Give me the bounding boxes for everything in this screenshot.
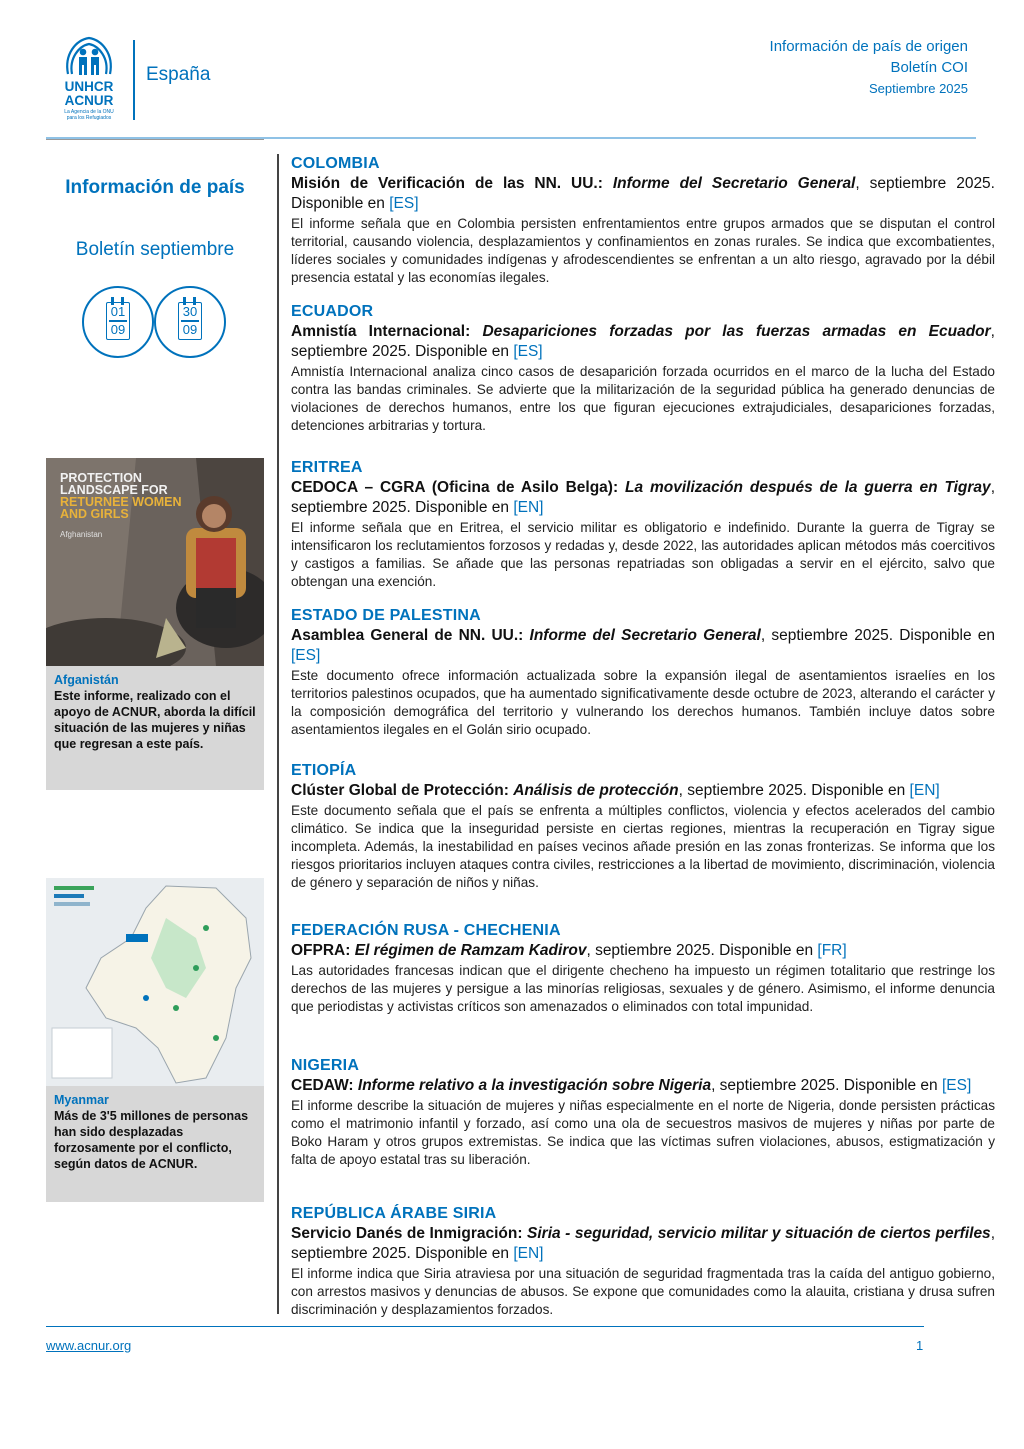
entry-org: CEDAW: xyxy=(291,1077,354,1094)
entry-org: Amnistía Internacional: xyxy=(291,323,471,340)
entry-date: , septiembre 2025. Disponible en xyxy=(711,1077,938,1094)
entry-org: CEDOCA – CGRA (Oficina de Asilo Belga): xyxy=(291,479,619,496)
logo-tagline: La Agencia de la ONU para los Refugiados xyxy=(64,109,114,121)
entry-source xyxy=(291,941,995,961)
entry-date: , septiembre 2025. Disponible en xyxy=(291,175,995,212)
cover-title-line-2: LANDSCAPE FOR xyxy=(60,483,168,497)
sidebar-subtitle: Boletín septiembre xyxy=(75,239,235,260)
entry-description: El informe señala que en Eritrea, el servicio militar es obligatorio e indefinido. Durante la guerra de Tigray se intensificaron los reclutamientos forzosos y redadas y, desde 2022, las autoridades aplican métodos más coercitivos y castigos a familias. Se añade que las personas repatriadas son obligadas a servir en el ejército, salvo que obtengan una exención. xyxy=(291,520,995,589)
page-number: 1 xyxy=(916,1338,924,1353)
unhcr-logo xyxy=(54,34,124,126)
entry-org: OFPRA: xyxy=(291,942,351,959)
calendar-end-icon xyxy=(154,286,226,358)
afghanistan-card-location: Afganistán xyxy=(54,673,119,687)
entry-country: ESTADO DE PALESTINA xyxy=(291,607,481,624)
entry-language-link[interactable]: [FR] xyxy=(817,942,847,959)
entry-eritrea xyxy=(291,458,995,591)
afghanistan-report-cover-image[interactable] xyxy=(46,458,264,666)
myanmar-map-card[interactable] xyxy=(46,878,264,1202)
logo-text-acnur: ACNUR xyxy=(64,93,114,108)
entry-title: El régimen de Ramzam Kadirov xyxy=(354,942,587,959)
calendar-start-day: 01 xyxy=(110,304,126,319)
header-bulletin-info xyxy=(770,36,968,99)
entry-date: , septiembre 2025. Disponible en xyxy=(291,1225,995,1262)
entry-description: Este documento ofrece información actualizada sobre la expansión ilegal de asentamientos israelíes en los territorios palestinos ocupados, que ha aumentado significativamente desde octubre de 2023, alterando el carácter y la composición demográfica del territorio y vulnerando los derechos humanos. También incluye datos sobre asentamientos ilegales en el Golán sirio ocupado. xyxy=(291,668,995,737)
entry-title: Desapariciones forzadas por las fuerzas armadas en Ecuador xyxy=(482,323,991,340)
entry-language-link[interactable]: [EN] xyxy=(909,782,940,799)
entry-description: El informe describe la situación de mujeres y niñas especialmente en el norte de Nigeria, donde persisten prácticas como el matrimonio infantil y forzado, así como una ola de secuestros masivos de mujeres y niñas por parte de Boko Haram y otros grupos extremistas. Se indica que las víctimas sufren violaciones, abusos, estigmatización y falta de apoyo estatal tras su liberación. xyxy=(291,1098,995,1167)
entry-description: Amnistía Internacional analiza cinco casos de desaparición forzada ocurridos en el marco de la lucha del Estado contra las bandas criminales. Se advierte que la militarización de la seguridad pública ha generado denuncias de violaciones de derechos humanos, entre los que figuran ejecuciones extrajudiciales, desapariciones forzadas, detenciones arbitrarias y tortura. xyxy=(291,364,995,433)
entry-country: ETIOPÍA xyxy=(291,762,357,779)
myanmar-card-text: Más de 3'5 millones de personas han sido desplazadas forzosamente por el conflicto, según datos de ACNUR. xyxy=(54,1109,249,1171)
footer-website-link[interactable]: www.acnur.org xyxy=(46,1338,132,1353)
cover-title-line-4: AND GIRLS xyxy=(60,507,129,521)
entry-description: El informe indica que Siria atraviesa por una situación de seguridad fragmentada tras la caída del antiguo gobierno, con arrestos masivos y denuncias de abusos. Se expone que comunidades como la alauita, cristiana y drusa sufren discriminación y desplazamientos forzados. xyxy=(291,1266,995,1317)
entry-description: Este documento señala que el país se enfrenta a múltiples conflictos, violencia y efectos acelerados del cambio climático. Se indica que la inseguridad persiste en ciertas regiones, mientras la recuperación en Tigray sigue incompleta. Además, la inestabilidad en países vecinos añade presión en las zonas fronterizas. Se informa que los riesgos prioritarios incluyen ataques contra civiles, restricciones a la libertad de movimiento, discriminación, violencia de género y separación de niños y niñas. xyxy=(291,803,995,890)
entry-title: Informe del Secretario General xyxy=(612,175,856,192)
myanmar-map-illustration xyxy=(46,878,264,1086)
myanmar-card-location: Myanmar xyxy=(54,1093,109,1107)
entry-colombia xyxy=(291,154,995,287)
sidebar-title: Información de país xyxy=(65,177,245,198)
afghanistan-card-text: Este informe, realizado con el apoyo de ACNUR, aborda la difícil situación de las mujeres y niñas que regresan a este país. xyxy=(54,689,256,751)
entry-description: El informe señala que en Colombia persisten enfrentamientos entre grupos armados que se disputan el control territorial, causando violencia, desplazamientos y confinamientos en zonas rurales. Se indica que excombatientes, líderes sociales y comunidades indígenas y afrodescendientes se enfrentan a un alto riesgo, agravado por la débil presencia estatal y las economías ilegales. xyxy=(291,216,995,285)
calendar-end-month: 09 xyxy=(182,322,198,337)
footer-divider xyxy=(46,1326,924,1327)
entry-nigeria xyxy=(291,1056,995,1169)
myanmar-map-image[interactable] xyxy=(46,878,264,1086)
entry-title: Análisis de protección xyxy=(513,782,679,799)
entry-source xyxy=(291,322,995,362)
cover-title-line-1: PROTECTION xyxy=(60,471,142,485)
country-label: España xyxy=(146,64,211,85)
logo-divider xyxy=(133,40,135,120)
entry-country: ERITREA xyxy=(291,459,363,476)
afghanistan-report-card[interactable] xyxy=(46,458,264,790)
entry-title: Informe relativo a la investigación sobre Nigeria xyxy=(357,1077,712,1094)
entry-palestina xyxy=(291,606,995,739)
entry-date: , septiembre 2025. Disponible en xyxy=(678,782,906,799)
calendar-start-icon xyxy=(82,286,154,358)
column-divider xyxy=(277,154,279,1314)
entry-description: Las autoridades francesas indican que el dirigente checheno ha impuesto un régimen totalitario que restringe los derechos de las mujeres y persigue a las minorías religiosas, sexuales y de género. Asimismo, el informe denuncia que periodistas y activistas críticos son amenazados o eliminados con total impunidad. xyxy=(291,963,995,1014)
entry-source xyxy=(291,781,995,801)
entry-language-link[interactable]: [ES] xyxy=(291,647,321,664)
entry-title: Siria - seguridad, servicio militar y situación de ciertos perfiles xyxy=(527,1225,991,1242)
header-line-bulletin: Boletín COI xyxy=(890,59,968,76)
entry-country: NIGERIA xyxy=(291,1057,360,1074)
entry-country: COLOMBIA xyxy=(291,155,380,172)
entry-siria xyxy=(291,1204,995,1319)
entry-date: , septiembre 2025. Disponible en xyxy=(586,942,814,959)
entry-source xyxy=(291,1076,995,1096)
entry-language-link[interactable]: [ES] xyxy=(942,1077,972,1094)
cover-country-label: Afghanistan xyxy=(60,530,103,539)
entry-date: , septiembre 2025. Disponible en xyxy=(291,323,995,360)
entry-source xyxy=(291,1224,995,1264)
afghanistan-card-caption xyxy=(54,672,258,752)
calendar-start-month: 09 xyxy=(110,322,126,337)
entry-source xyxy=(291,626,995,666)
entry-language-link[interactable]: [ES] xyxy=(513,343,543,360)
entry-org: Clúster Global de Protección: xyxy=(291,782,509,799)
entry-ecuador xyxy=(291,302,995,435)
entry-chechenia xyxy=(291,921,995,1016)
entry-org: Servicio Danés de Inmigración: xyxy=(291,1225,523,1242)
entry-language-link[interactable]: [EN] xyxy=(513,499,544,516)
page-header xyxy=(0,0,1024,140)
sidebar-top-rule xyxy=(46,139,264,140)
entry-language-link[interactable]: [EN] xyxy=(513,1245,544,1262)
entry-org: Asamblea General de NN. UU.: xyxy=(291,627,524,644)
cover-title-line-3: RETURNEE WOMEN xyxy=(60,495,182,509)
header-line-coi: Información de país de origen xyxy=(769,38,968,55)
entry-title: La movilización después de la guerra en Tigray xyxy=(625,479,991,496)
entry-source xyxy=(291,174,995,214)
entry-etiopia xyxy=(291,761,995,892)
header-line-date: Septiembre 2025 xyxy=(868,81,968,96)
entry-country: ECUADOR xyxy=(291,303,374,320)
calendar-end-day: 30 xyxy=(182,304,198,319)
entry-language-link[interactable]: [ES] xyxy=(389,195,419,212)
myanmar-card-caption xyxy=(54,1092,258,1172)
entry-title: Informe del Secretario General xyxy=(529,627,761,644)
entry-org: Misión de Verificación de las NN. UU.: xyxy=(291,175,603,192)
entry-country: FEDERACIÓN RUSA - CHECHENIA xyxy=(291,922,561,939)
logo-text-unhcr: UNHCR xyxy=(64,79,114,94)
entry-country: REPÚBLICA ÁRABE SIRIA xyxy=(291,1205,497,1222)
entry-source xyxy=(291,478,995,518)
entry-date: , septiembre 2025. Disponible en xyxy=(291,479,995,516)
entry-date: , septiembre 2025. Disponible en xyxy=(760,627,995,644)
